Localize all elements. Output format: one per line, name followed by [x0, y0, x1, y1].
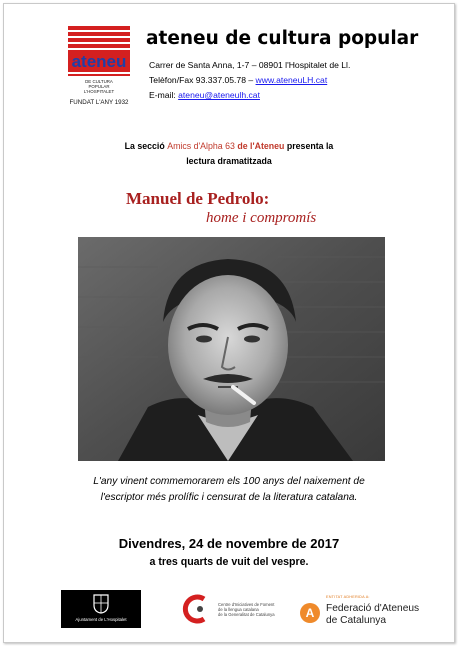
- logo-small-line-1: DE CULTURA: [85, 79, 113, 84]
- federacio-line-1: Federació d'Ateneus: [326, 603, 420, 614]
- federacio-ateneus-logo: [300, 594, 430, 634]
- poster-page: [3, 3, 455, 643]
- intro-line-1: [4, 141, 454, 151]
- ateneu-logo: [62, 24, 136, 112]
- email-label: E-mail:: [149, 90, 179, 100]
- event-title: Manuel de Pedrolo:: [126, 189, 270, 208]
- federacio-a-icon: A: [300, 603, 320, 623]
- org-name: ateneu de cultura popular: [146, 28, 419, 49]
- address: Carrer de Santa Anna, 1-7 – 08901 l'Hospitalet de Ll.: [149, 60, 351, 70]
- federacio-line-2: de Catalunya: [326, 615, 387, 626]
- description-line-2: l'escriptor més prolífic i censurat de la literatura catalana.: [100, 492, 358, 503]
- cpnl-line-3: de la Generalitat de Catalunya: [218, 612, 275, 617]
- author-portrait-photo: [78, 237, 385, 461]
- intro-middle: de l'Ateneu: [234, 141, 285, 151]
- event-date: Divendres, 24 de novembre de 2017: [118, 536, 340, 551]
- cpnl-line-1: Centre d'Iniciatives de Foment: [218, 602, 275, 607]
- ajuntament-logo: [61, 590, 141, 628]
- city-shield-icon: [93, 594, 109, 614]
- intro-suffix: presenta la: [284, 141, 334, 151]
- logo-founded: FUNDAT L'ANY 1932: [69, 99, 129, 106]
- website-link[interactable]: www.ateneuLH.cat: [255, 75, 328, 85]
- event-time: a tres quarts de vuit del vespre.: [149, 556, 309, 568]
- ajuntament-label: Ajuntament de L'Hospitalet: [75, 617, 127, 622]
- email-line: [149, 90, 260, 100]
- logo-small-line-2: POPULAR: [88, 84, 110, 89]
- federacio-name: [326, 603, 419, 627]
- cpnl-line-2: de la llengua catalana: [218, 607, 259, 612]
- description-line-1: L'any vinent commemorarem els 100 anys del naixement de: [93, 476, 365, 487]
- event-subtitle: home i compromís: [206, 210, 317, 226]
- intro-prefix: La secció: [124, 141, 168, 151]
- logo-small-line-3: L'HOSPITALET: [83, 89, 115, 94]
- phone-label: Telèfon/Fax 93.337.05.78 –: [149, 75, 256, 85]
- logo-wordmark: ateneu: [71, 52, 127, 71]
- intro-line-2: lectura dramatitzada: [186, 156, 272, 166]
- federacio-small-label: ENTITAT ADHERIDA A:: [326, 595, 370, 599]
- cpnl-mark-icon: [182, 594, 212, 624]
- cpnl-text: [218, 602, 292, 617]
- cpnl-logo: [182, 594, 292, 628]
- phone-line: [149, 75, 327, 85]
- email-link[interactable]: ateneu@ateneulh.cat: [178, 90, 260, 100]
- intro-section-name: Amics d'Alpha 63: [167, 141, 235, 151]
